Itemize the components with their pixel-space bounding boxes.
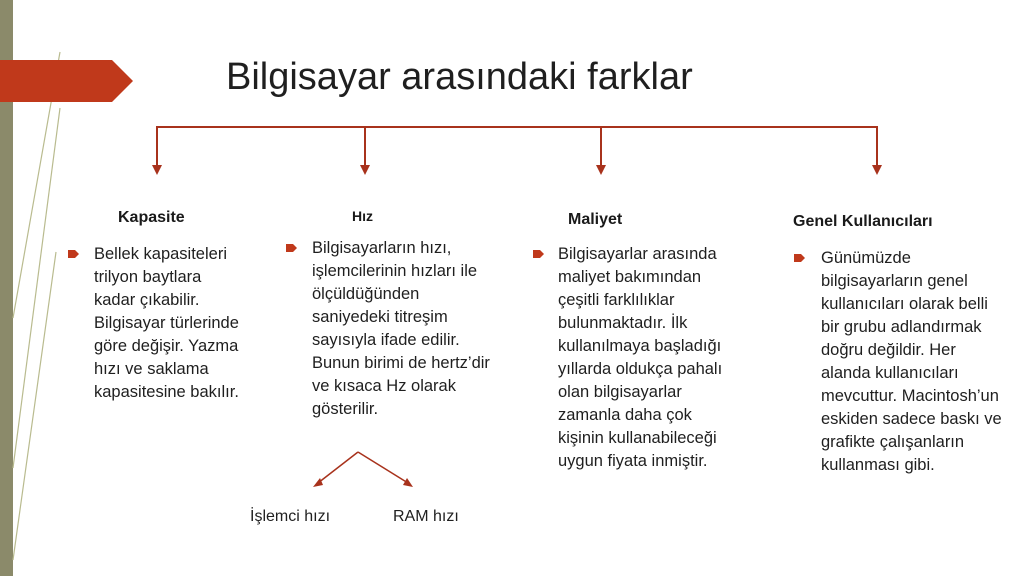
general-users-bullet bbox=[821, 247, 1006, 477]
cost-bullet bbox=[558, 243, 736, 473]
column-title-speed: Hız bbox=[352, 208, 373, 224]
bracket-arrowheads bbox=[152, 165, 882, 175]
bracket-connector bbox=[157, 126, 877, 168]
decorative-lines bbox=[13, 52, 60, 560]
ram-speed-label: RAM hızı bbox=[393, 508, 459, 525]
general-users-bullet-text: Günümüzde bilgisayarların genel kullanıcıları olarak belli bir grubu adlandırmak doğru değildir. Her alanda kullanıcıları mevcuttur. Macintosh’un eskiden sadece baskı ve grafikte çalışanların kullanması gibi. bbox=[821, 249, 1002, 474]
cost-bullet-text: Bilgisayarlar arasında maliyet bakımından çeşitli farklılıklar bulunmaktadır. İlk kullanılmaya başladığı yıllarda oldukça pahalı olan bilgisayarlar zamanla daha çok kişinin kullanabileceği uygun fiyata inmiştir. bbox=[558, 245, 723, 470]
title-ribbon bbox=[0, 60, 133, 102]
speed-bullet bbox=[312, 237, 490, 421]
speed-branch-lines bbox=[313, 452, 413, 487]
speed-bullet-text: Bilgisayarların hızı, işlemcilerinin hızları ile ölçüldüğünden saniyedeki titreşim sayısıyla ifade edilir. Bunun birimi de hertz’dir ve kısaca Hz olarak gösterilir. bbox=[312, 239, 490, 418]
column-title-general-users: Genel Kullanıcıları bbox=[793, 213, 933, 230]
cpu-speed-label: İşlemci hızı bbox=[250, 508, 331, 525]
slide-title: Bilgisayar arasındaki farklar bbox=[226, 56, 693, 98]
capacity-bullet-text: Bellek kapasiteleri trilyon baytlara kadar çıkabilir. Bilgisayar türlerinde göre değişir. Yazma hızı ve saklama kapasitesine bakılır. bbox=[94, 245, 239, 401]
column-title-cost: Maliyet bbox=[568, 211, 623, 228]
capacity-bullet bbox=[94, 243, 244, 404]
column-title-capacity: Kapasite bbox=[118, 209, 185, 226]
